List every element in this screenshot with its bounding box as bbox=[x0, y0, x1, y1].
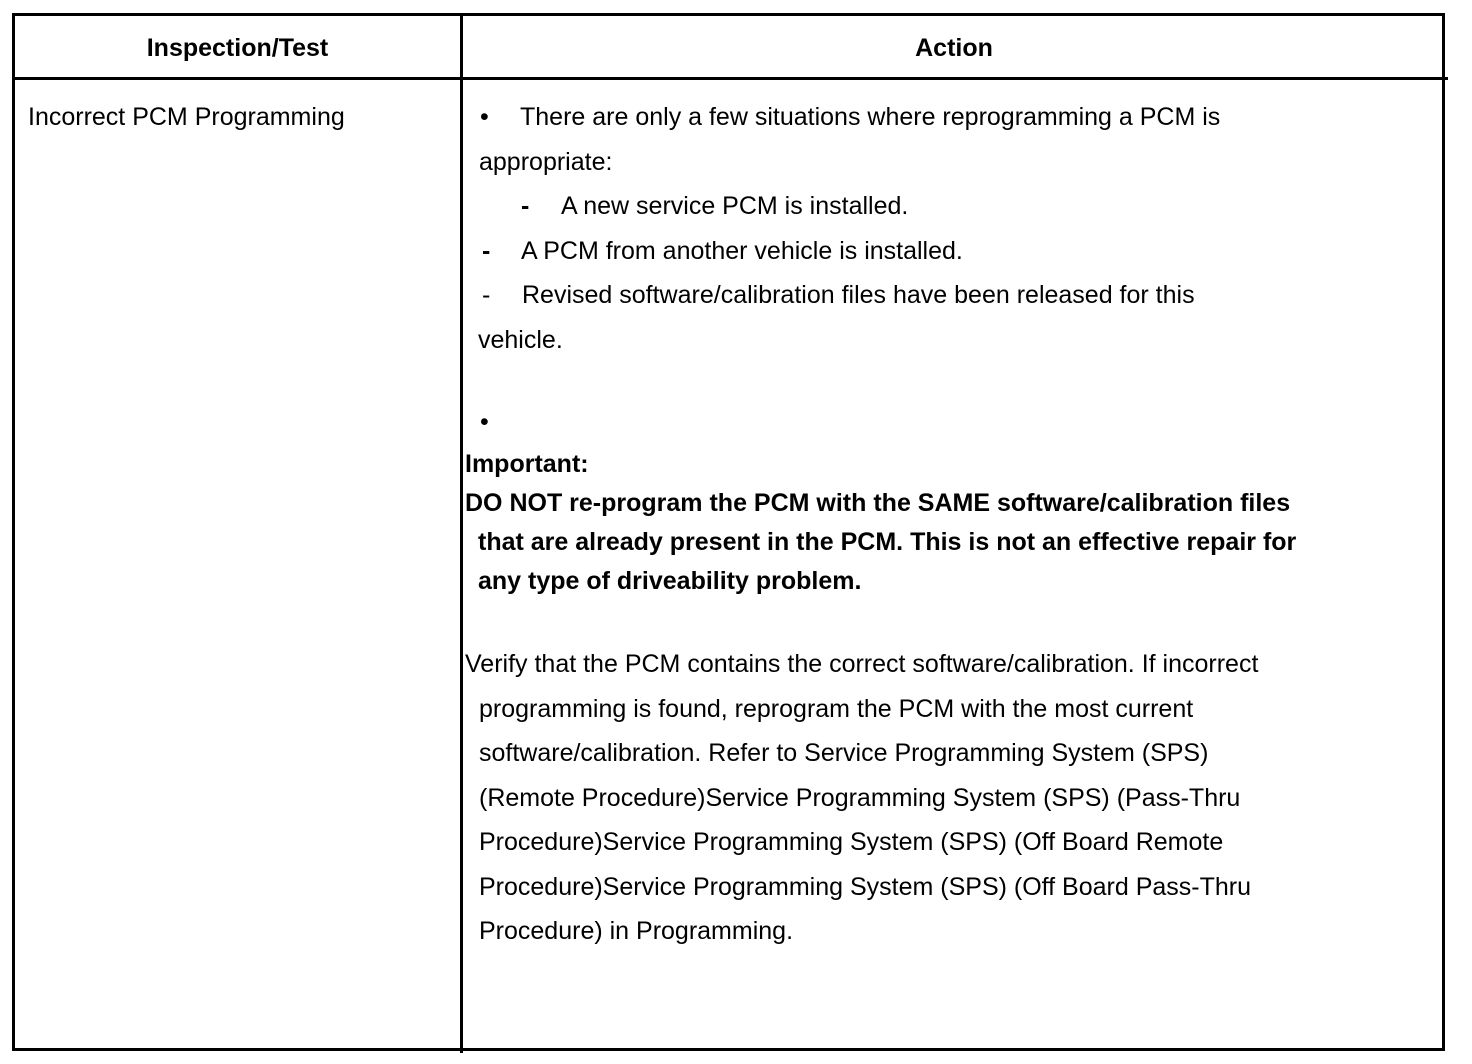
sub-item: A new service PCM is installed. bbox=[561, 192, 909, 220]
verify-line: Procedure)Service Programming System (SPS) (Off Board Remote bbox=[479, 828, 1224, 856]
bullet-marker: • bbox=[480, 408, 489, 436]
action-intro-line-1: There are only a few situations where reprogramming a PCM is bbox=[520, 103, 1221, 131]
column-divider bbox=[460, 13, 463, 1053]
bullet-marker: • bbox=[480, 103, 489, 131]
important-line: that are already present in the PCM. This is not an effective repair for bbox=[478, 528, 1297, 556]
sub-item: Revised software/calibration files have been released for this bbox=[522, 281, 1195, 309]
verify-line: software/calibration. Refer to Service Programming System (SPS) bbox=[479, 739, 1209, 767]
important-line: any type of driveability problem. bbox=[478, 567, 862, 595]
sub-item: A PCM from another vehicle is installed. bbox=[521, 237, 963, 265]
action-intro-line-2: appropriate: bbox=[479, 148, 613, 176]
header-inspection-test: Inspection/Test bbox=[146, 34, 329, 62]
verify-line: Verify that the PCM contains the correct software/calibration. If incorrect bbox=[465, 650, 1259, 678]
sub-item-continuation: vehicle. bbox=[478, 326, 563, 354]
important-label: Important: bbox=[465, 450, 589, 478]
dash-marker: - bbox=[482, 237, 491, 265]
header-divider bbox=[12, 77, 1448, 80]
header-action: Action bbox=[915, 34, 993, 62]
dash-marker: - bbox=[482, 281, 491, 309]
inspection-cell: Incorrect PCM Programming bbox=[28, 103, 345, 131]
verify-line: programming is found, reprogram the PCM with the most current bbox=[479, 695, 1194, 723]
verify-line: Procedure) in Programming. bbox=[479, 917, 794, 945]
verify-line: (Remote Procedure)Service Programming System (SPS) (Pass-Thru bbox=[479, 784, 1241, 812]
verify-line: Procedure)Service Programming System (SPS) (Off Board Pass-Thru bbox=[479, 873, 1252, 901]
dash-marker: - bbox=[521, 192, 530, 220]
important-line: DO NOT re-program the PCM with the SAME software/calibration files bbox=[465, 489, 1291, 517]
